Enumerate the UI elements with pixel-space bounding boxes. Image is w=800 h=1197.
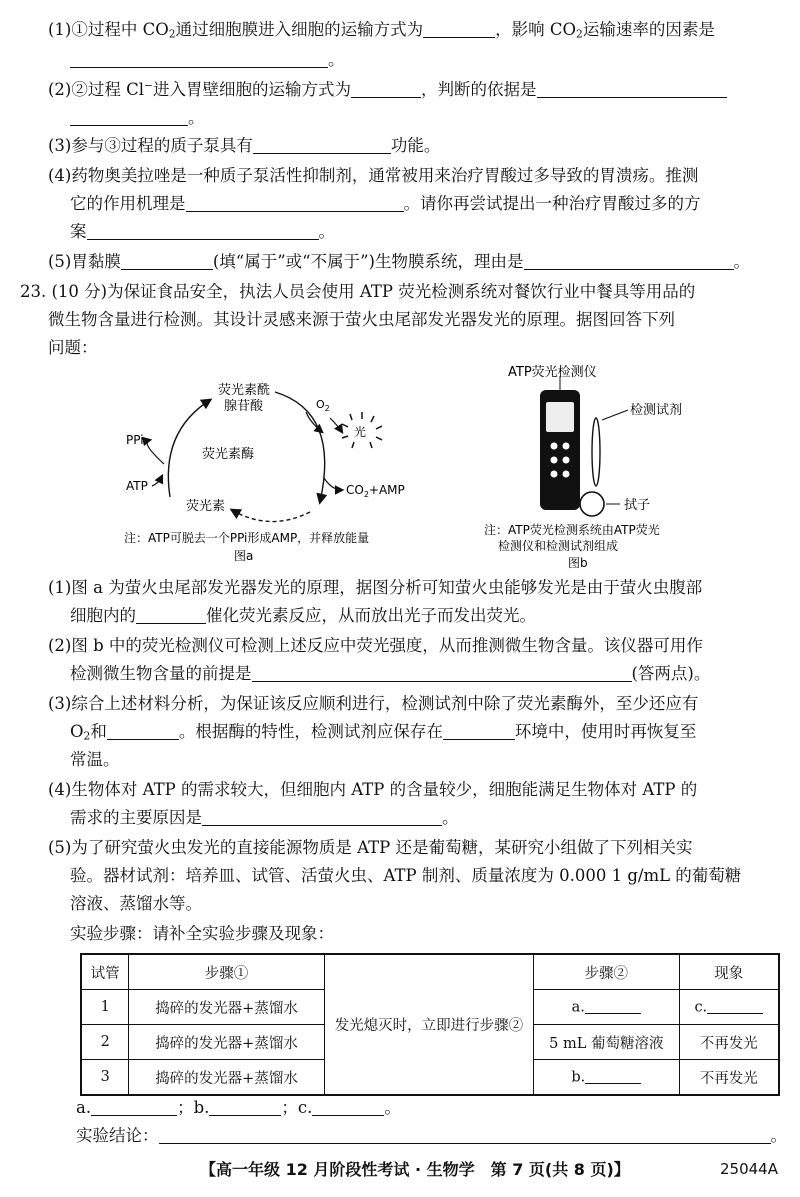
- q23-part5-line3: 溶液、蒸馏水等。: [70, 894, 202, 913]
- q23-part3-line1: (3)综合上述材料分析，为保证该反应顺利进行，检测试剂中除了荧光素酶外，至少还应有: [48, 694, 699, 713]
- q23-part4-line2: 需求的主要原因是 。: [70, 808, 459, 827]
- cell-blank-c: c.: [679, 990, 779, 1025]
- answer-blank[interactable]: [107, 723, 179, 741]
- label-luciferin: 荧光素: [186, 499, 226, 514]
- table-row: 3 捣碎的发光器+蒸馏水 b. 不再发光: [81, 1060, 779, 1096]
- q23-intro-line3: 问题：: [48, 338, 98, 357]
- q23-part1-line1: (1)图 a 为萤火虫尾部发光器发光的原理，据图分析可知萤火虫能够发光是由于萤火虫腹部: [48, 578, 703, 597]
- answer-blank[interactable]: [253, 137, 391, 155]
- label-co2-amp: $CO_2+AMP$: [346, 483, 405, 499]
- q23-part2-line1: (2)图 b 中的荧光检测仪可检测上述反应中荧光强度，从而推测微生物含量。该仪器可用作: [48, 636, 703, 655]
- q22-part4-line3: 案 。: [70, 222, 335, 241]
- q23-intro-line1: 23. (10 分)为保证食品安全，执法人员会使用 ATP 荧光检测系统对餐饮行业中餐具等用品的: [20, 282, 696, 301]
- label-luciferase: 荧光素酶: [202, 447, 255, 462]
- middle-step-instruction: 发光熄灭时，立即进行步骤②: [324, 954, 533, 1095]
- figure-b-note-line2: 检测仪和检测试剂组成: [498, 539, 619, 553]
- answer-blank[interactable]: [159, 1127, 771, 1145]
- reagent-tube-icon: [592, 418, 600, 486]
- answer-blank[interactable]: [121, 253, 213, 271]
- q23-part3-line2: $O_2$和 。根据酶的特性，检测试剂应保存在 环境中，使用时再恢复至: [70, 722, 697, 743]
- header-step1: 步骤①: [129, 954, 324, 990]
- header-tube: 试管: [81, 954, 129, 990]
- q23-part5-line1: (5)为了研究萤火虫发光的直接能源物质是 ATP 还是葡萄糖，某研究小组做了下列相关实: [48, 838, 693, 857]
- header-step2: 步骤②: [533, 954, 679, 990]
- figure-b-atp-detector: [478, 362, 738, 574]
- answer-blank[interactable]: [87, 223, 319, 241]
- label-adenylate: 腺苷酸: [224, 399, 264, 414]
- q22-part2-line2: 。: [70, 108, 205, 128]
- q22-part4-line1: (4)药物奥美拉唑是一种质子泵活性抑制剂，通常被用来治疗胃酸过多导致的胃溃疡。推测: [48, 166, 699, 185]
- experiment-table: [80, 953, 780, 1096]
- table-row: 1 捣碎的发光器+蒸馏水 a. c.: [81, 990, 779, 1025]
- exam-code: 25044A: [720, 1160, 778, 1178]
- figure-a-luciferase-cycle: [110, 372, 450, 572]
- label-luciferyl-adenylate: 荧光素酰: [218, 383, 271, 398]
- answer-blank[interactable]: [707, 999, 763, 1015]
- q22-part2-line1: (2)②过程 Cl−进入胃壁细胞的运输方式为 ，判断的依据是: [48, 80, 727, 100]
- figure-b-caption: 图b: [568, 556, 588, 570]
- conclusion-line: 实验结论： 。: [76, 1126, 787, 1145]
- label-light: 光: [354, 425, 367, 439]
- label-ppi: PPi: [126, 433, 144, 447]
- q22-part1-line2: 。: [70, 50, 345, 70]
- cell-blank-b: b.: [533, 1060, 679, 1096]
- answer-blank[interactable]: [252, 665, 632, 683]
- figure-a-note: 注：ATP可脱去一个PPi形成AMP，并释放能量: [124, 531, 370, 545]
- answer-blank[interactable]: [209, 1099, 281, 1117]
- answer-blank[interactable]: [91, 1099, 177, 1117]
- q22-part1-line1: (1)①过程中 $CO_2$通过细胞膜进入细胞的运输方式为 ，影响 $CO_2$运输速率的因素是: [48, 20, 715, 41]
- q23-part3-line3: 常温。: [70, 750, 120, 769]
- answer-blank[interactable]: [524, 253, 734, 271]
- q22-part3: (3)参与③过程的质子泵具有 功能。: [48, 136, 441, 155]
- q23-part5-line2: 验。器材试剂：培养皿、试管、活萤火虫、ATP 制剂、质量浓度为 0.000 1 g/mL 的葡萄糖: [70, 866, 742, 885]
- page-footer: 【高一年级 12 月阶段性考试 · 生物学 第 7 页(共 8 页)】: [200, 1160, 630, 1179]
- figure-b-note-line1: 注：ATP荧光检测系统由ATP荧光: [484, 523, 660, 537]
- cell-blank-a: a.: [533, 990, 679, 1025]
- figure-a-caption: 图a: [234, 549, 254, 563]
- answer-blank[interactable]: [351, 81, 421, 99]
- label-device: ATP荧光检测仪: [508, 365, 597, 380]
- answers-line: a. ；b. ；c. 。: [76, 1098, 401, 1117]
- answer-blank[interactable]: [443, 723, 515, 741]
- table-header-row: [81, 954, 779, 990]
- answer-blank[interactable]: [70, 109, 188, 127]
- answer-blank[interactable]: [136, 607, 206, 625]
- label-swab: 拭子: [624, 498, 651, 513]
- q23-part4-line1: (4)生物体对 ATP 的需求较大，但细胞内 ATP 的含量较少，细胞能满足生物体对 ATP 的: [48, 780, 698, 799]
- label-o2: $O_2$: [316, 398, 330, 413]
- answer-blank[interactable]: [70, 51, 328, 69]
- answer-blank[interactable]: [186, 195, 404, 213]
- swab-icon: [580, 492, 604, 516]
- q22-part4-line2: 它的作用机理是 。请你再尝试提出一种治疗胃酸过多的方: [70, 194, 701, 213]
- label-reagent: 检测试剂: [630, 403, 683, 418]
- label-atp: ATP: [126, 479, 148, 493]
- table-row: 2 捣碎的发光器+蒸馏水 5 mL 葡萄糖溶液 不再发光: [81, 1025, 779, 1060]
- q23-part2-line2: 检测微生物含量的前提是 (答两点)。: [70, 664, 711, 683]
- answer-blank[interactable]: [537, 81, 727, 99]
- q22-part5: (5)胃黏膜 (填“属于”或“不属于”)生物膜系统，理由是 。: [48, 252, 750, 271]
- answer-blank[interactable]: [202, 809, 442, 827]
- answer-blank[interactable]: [585, 999, 641, 1015]
- q23-part1-line2: 细胞内的 催化荧光素反应，从而放出光子而发出荧光。: [70, 606, 536, 625]
- answer-blank[interactable]: [585, 1069, 641, 1085]
- q23-intro-line2: 微生物含量进行检测。其设计灵感来源于萤火虫尾部发光器发光的原理。据图回答下列: [48, 310, 675, 329]
- answer-blank[interactable]: [312, 1099, 384, 1117]
- q23-steps-intro: 实验步骤：请补全实验步骤及现象：: [70, 924, 334, 943]
- header-phenomenon: 现象: [679, 954, 779, 990]
- answer-blank[interactable]: [423, 21, 495, 39]
